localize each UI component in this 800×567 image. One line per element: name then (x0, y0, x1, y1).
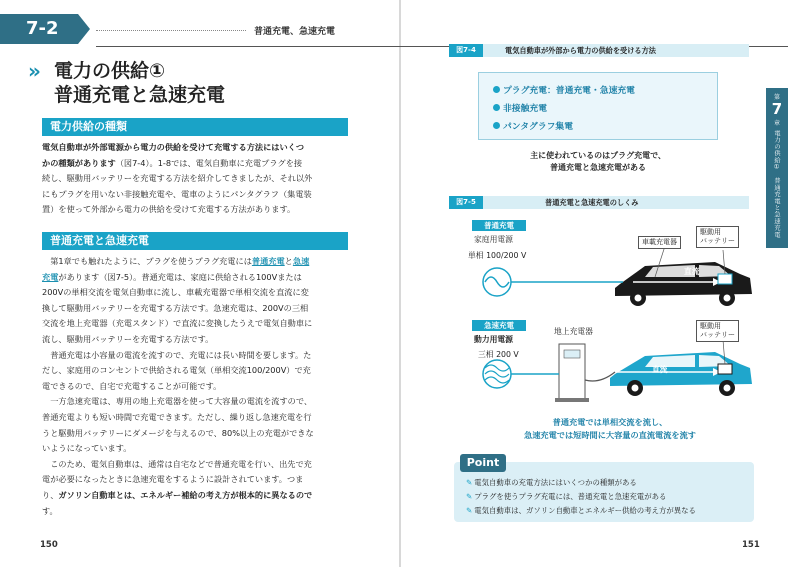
bullet-icon (493, 122, 500, 129)
battery-callout: 駆動用 バッテリー (696, 320, 739, 342)
pencil-icon: ✎ (466, 492, 473, 501)
text-line: 普通充電は小容量の電流を流すので、充電には長い時間を要します。た (42, 349, 312, 360)
paragraph-normal-fast (42, 254, 356, 519)
heading-normal-fast-charging: 普通充電と急速充電 (42, 232, 348, 250)
onboard-charger-callout: 車載充電器 (638, 236, 681, 249)
point-text: プラグを使うプラグ充電には、普通充電と急速充電がある (474, 492, 667, 501)
keyword-fast-charging: 急速 (292, 256, 310, 266)
method-label: 非接触充電 (503, 104, 547, 114)
text-line: 置）を使って外部から電力の供給を受けて充電する方法があります。 (42, 204, 296, 215)
fast-voltage-label: 三相 200 V (478, 350, 519, 359)
battery-callout: 駆動用 バッテリー (696, 226, 739, 248)
pencil-icon: ✎ (466, 478, 473, 487)
figure-title: 普通充電と急速充電のしくみ (545, 198, 639, 207)
ac-wave-icon (483, 268, 511, 296)
point-item (466, 505, 696, 516)
fast-charging-badge: 急速充電 (472, 320, 526, 331)
text-line: 電できるので、自宅で充電することが可能です。 (42, 380, 222, 391)
thumb-chapter-number: 7 (771, 100, 783, 118)
dc-label: 直流 (652, 365, 668, 374)
text-fragment: り、 (42, 489, 59, 500)
section-tab-arrow (78, 14, 90, 44)
emphasis-text: ガソリン自動車とは、エネルギー補給の考え方が根本的に異なる (58, 489, 296, 500)
normal-voltage-label: 単相 100/200 V (468, 251, 527, 260)
dc-label: 直流 (684, 267, 700, 276)
battery-icon (718, 274, 732, 284)
text-line: 普通充電よりも短い時間で充電できます。ただし、繰り返し急速充電を行 (42, 411, 312, 422)
normal-charging-badge: 普通充電 (472, 220, 526, 231)
text-line: だし、家庭用のコンセントで供給される電気（単相交流100/200V）で充 (42, 365, 311, 376)
caption-line: 主に使われているのはプラグ充電で、 (530, 151, 666, 160)
method-item (493, 101, 547, 114)
text-line: 続し、駆動用バッテリーを充電する方法を紹介してきましたが、それ以外 (42, 173, 313, 184)
method-label: プラグ充電：普通充電・急速充電 (503, 86, 635, 96)
figure-7-4-caption (478, 150, 718, 174)
page-number-right: 151 (742, 540, 760, 550)
text-line: 交流を地上充電器（充電スタンド）で直流に変換したうえで電気自動車に (42, 318, 313, 329)
text-line: 電気自動車が外部電源から電力の供給を受けて充電する方法にはいくつ (42, 142, 305, 152)
figure-title: 電気自動車が外部から電力の供給を受ける方法 (505, 46, 656, 55)
text-line: にもプラグを用いない非接触充電や、電車のようにパンタグラフ（集電装 (42, 188, 312, 199)
battery-icon (718, 364, 732, 374)
text-line: 第1章でも触れたように、プラグを使うプラグ充電には (42, 256, 252, 266)
running-head: 普通充電、急速充電 (254, 27, 336, 37)
thumb-section-title: 電力の供給① 普通充電と急速充電 (773, 130, 780, 238)
text-line: 換して駆動用バッテリーを充電する方法です。急速充電は、200Vの三相 (42, 302, 309, 313)
bullet-icon (493, 104, 500, 111)
page-number-left: 150 (40, 540, 58, 550)
text-line: 200Vの単相交流を電気自動車に流し、車載充電器で単相交流を直流に変 (42, 287, 309, 298)
emphasis-text: ので (295, 489, 313, 500)
bullet-icon (493, 86, 500, 93)
method-item (493, 83, 635, 96)
text-line: があります（図7-5）。普通充電は、家庭に供給される100Vまたは (58, 271, 302, 282)
figure-number: 図7-5 (449, 196, 483, 209)
point-item (466, 477, 637, 488)
keyword-normal-charging: 普通充電 (251, 256, 285, 266)
point-item (466, 491, 666, 502)
text-fragment: と (284, 256, 293, 266)
heading-power-supply-types: 電力供給の種類 (42, 118, 348, 136)
caption-line: 急速充電では短時間に大容量の直流電流を流す (524, 430, 696, 440)
method-label: パンタグラフ集電 (503, 122, 574, 132)
pencil-icon: ✎ (466, 506, 473, 515)
section-number-tab: 7-2 (0, 14, 78, 44)
caption-line: 普通充電と急速充電がある (550, 163, 646, 172)
keyword-fast-charging-cont: 充電 (42, 271, 59, 282)
text-line: 流し、駆動用バッテリーを充電する方法です。 (42, 333, 214, 344)
text-line: かの種類があります (42, 157, 116, 168)
text-line: このため、電気自動車は、通常は自宅などで普通充電を行い、出先で充 (42, 458, 312, 469)
title-line-1: 電力の供給① (54, 60, 166, 82)
header-dotted-rule (96, 30, 246, 31)
thumb-label: 第 (773, 94, 780, 101)
normal-source-label: 家庭用電源 (474, 235, 513, 244)
ground-charger-label: 地上充電器 (554, 327, 593, 336)
text-line: （図7-4）。1-8では、電気自動車に充電プラグを接 (115, 157, 303, 168)
charging-methods-box (478, 72, 718, 140)
title-chevron-icon: » (28, 59, 41, 83)
title-line-2: 普通充電と急速充電 (54, 84, 226, 106)
charging-station-icon (555, 344, 589, 402)
figure-7-5-header (449, 196, 749, 209)
text-line: うと駆動用バッテリーにダメージを与えるので、80%以上の充電ができな (42, 427, 314, 438)
point-label: Point (460, 454, 506, 472)
figure-7-5-caption (470, 416, 750, 442)
figure-7-4-header (449, 44, 749, 57)
text-line: いようになっています。 (42, 443, 132, 454)
thumb-label: 章 (773, 120, 780, 127)
text-line: 電が必要になったときに急速充電をするように設計されています。つま (42, 474, 304, 485)
point-text: 電気自動車は、ガソリン自動車とエネルギー供給の考え方が異なる (474, 506, 696, 515)
chapter-thumb-index (766, 88, 788, 248)
three-phase-wave-icon (483, 360, 511, 388)
text-line: 一方急速充電は、専用の地上充電器を使って大容量の電流を流すので、 (42, 396, 313, 407)
text-line: す。 (42, 505, 58, 516)
method-item (493, 119, 573, 132)
fast-source-label: 動力用電源 (474, 335, 513, 344)
caption-line: 普通充電では単相交流を流し、 (552, 417, 668, 427)
point-text: 電気自動車の充電方法にはいくつかの種類がある (474, 478, 637, 487)
paragraph-supply-types (42, 140, 356, 218)
figure-number: 図7-4 (449, 44, 483, 57)
